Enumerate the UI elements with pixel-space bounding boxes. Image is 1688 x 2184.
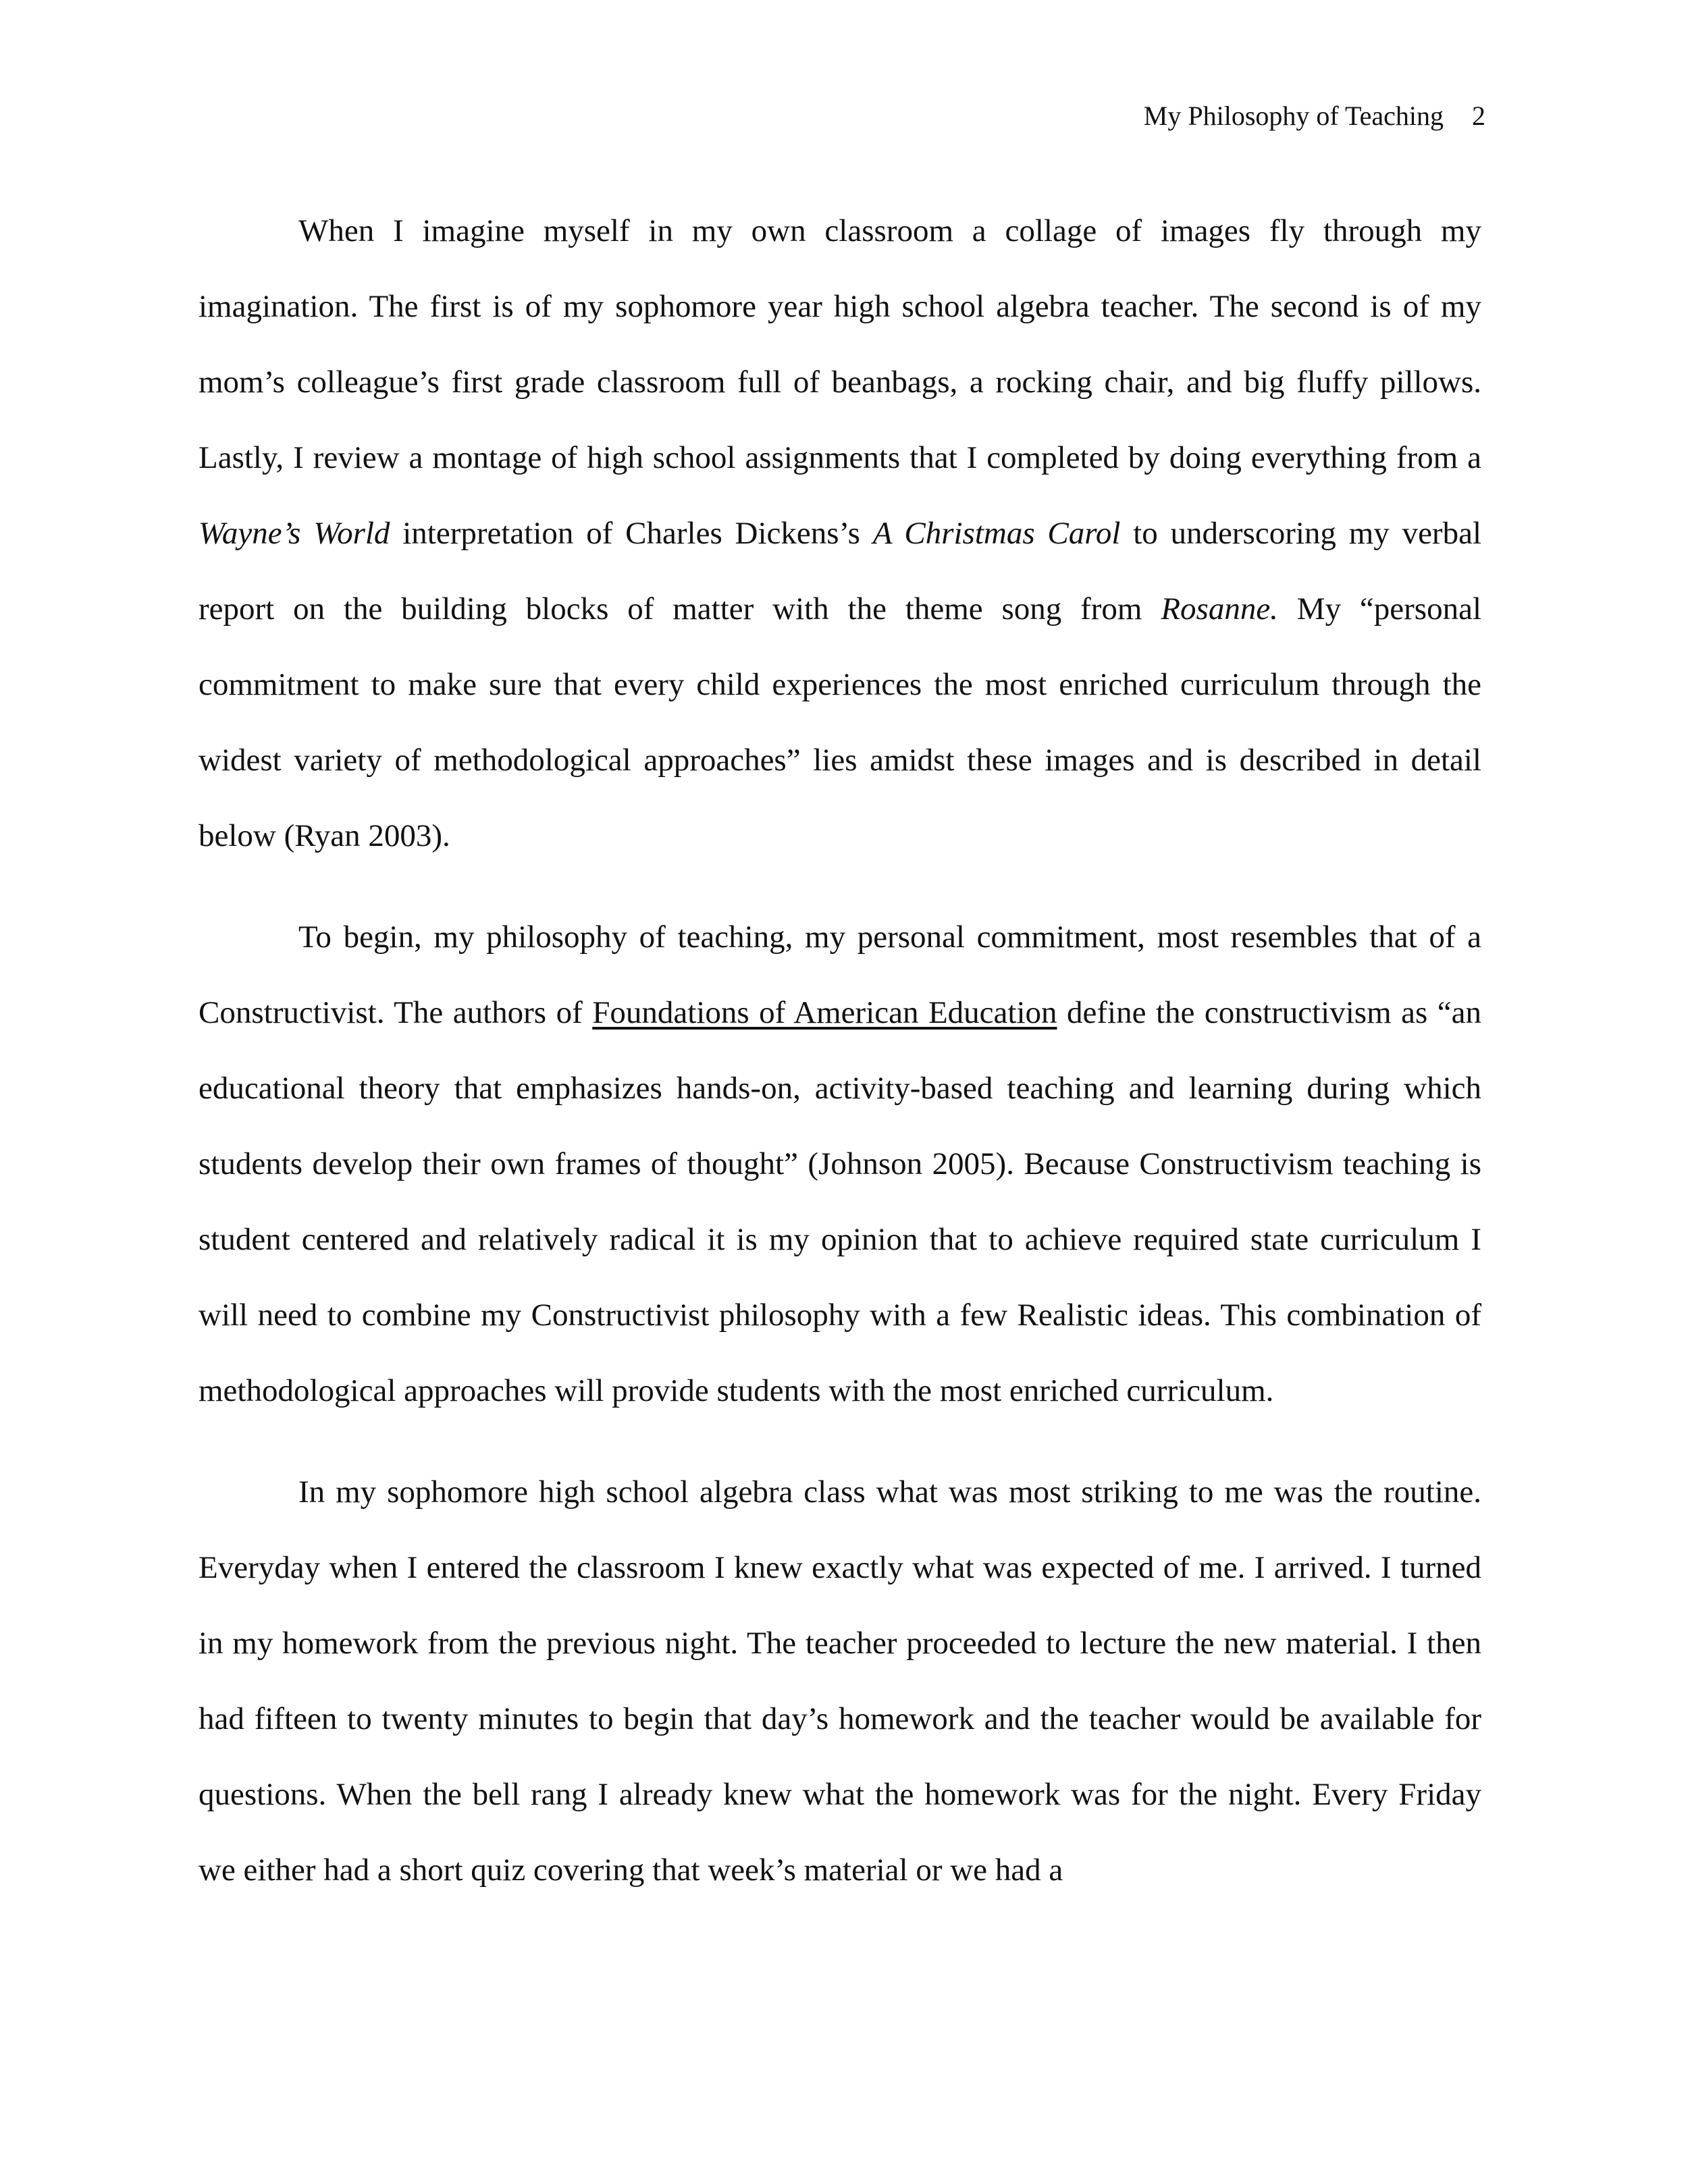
- running-head: [1144, 100, 1485, 132]
- title-rosanne: Rosanne.: [1161, 591, 1278, 627]
- paragraph-1-text-d: My “personal commitment to make sure that every child experiences the most enriched curriculum through the widest variety of methodological approaches” lies amidst these images and is described in detail below (Ryan 2003).: [199, 591, 1481, 853]
- paragraph-1: [199, 193, 1481, 874]
- running-head-title: My Philosophy of Teaching: [1143, 101, 1444, 131]
- paragraph-1-text-b: interpretation of Charles Dickens’s: [390, 516, 873, 551]
- title-christmas-carol: A Christmas Carol: [872, 516, 1121, 551]
- paragraph-3-text: In my sophomore high school algebra class what was most striking to me was the routine. Everyday when I entered the classroom I knew exactly what was expected of me. I arrived. I turned in my homework from the previous night. The teacher proceeded to lecture the new material. I then had fifteen to twenty minutes to begin that day’s homework and the teacher would be available for questions. When the bell rang I already knew what the homework was for the night. Every Friday we either had a short quiz covering that week’s material or we had a: [199, 1474, 1481, 1888]
- book-title: Foundations of American Education: [592, 995, 1057, 1030]
- paragraph-2-text-b: define the constructivism as “an educational theory that emphasizes hands-on, activity-based teaching and learning during which students develop their own frames of thought” (Johnson 2005). Because Constructivism teaching is student centered and relatively radical it is my opinion that to achieve required state curriculum I will need to combine my Constructivist philosophy with a few Realistic ideas. This combination of methodological approaches will provide students with the most enriched curriculum.: [199, 995, 1481, 1408]
- paragraph-3: [199, 1454, 1481, 1908]
- paragraph-2: [199, 899, 1481, 1429]
- paragraph-2-text-a: To begin, my philosophy of teaching, my personal commitment, most resembles that of a Constructivist. The authors of: [199, 920, 1481, 1030]
- page-number: 2: [1472, 101, 1485, 131]
- title-waynes-world: Wayne’s World: [199, 516, 390, 551]
- paragraph-1-text-c: to underscoring my verbal report on the building blocks of matter with the theme song from: [199, 516, 1482, 627]
- paragraph-1-text-a: When I imagine myself in my own classroom a collage of images fly through my imagination. The first is of my sophomore year high school algebra teacher. The second is of my mom’s colleague’s first grade classroom full of beanbags, a rocking chair, and big fluffy pillows. Lastly, I review a montage of high school assignments that I completed by doing everything from a: [199, 213, 1481, 475]
- body-text: [199, 193, 1481, 1908]
